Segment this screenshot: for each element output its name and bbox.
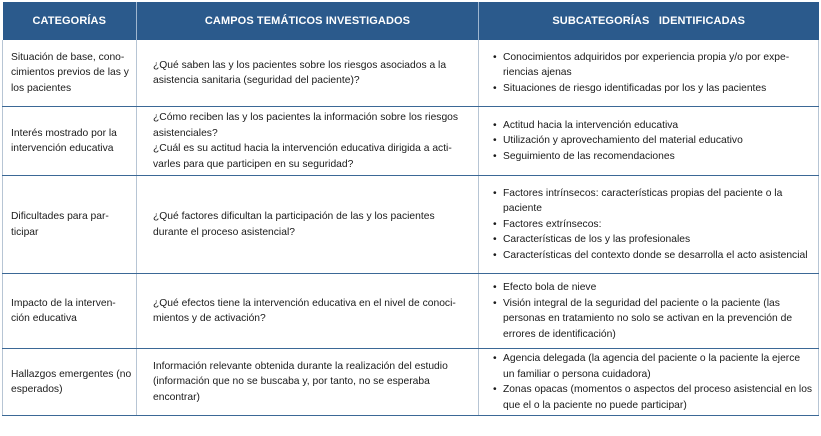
campo-text: ¿Cuál es su actitud hacia la intervención educativa dirigida a acti-varles para que participen en su seguridad? xyxy=(153,143,452,170)
categories-table xyxy=(2,2,819,416)
subcategorias-cell xyxy=(479,176,819,274)
header-campos: CAMPOS TEMÁTICOS INVESTIGADOS xyxy=(137,2,479,40)
campos-cell xyxy=(137,274,479,349)
campos-cell xyxy=(137,40,479,107)
subcategorias-cell xyxy=(479,40,819,107)
subcategorias-cell xyxy=(479,107,819,176)
table-row xyxy=(3,349,819,416)
categoria-cell: Situación de base, cono-cimientos previos de las y los pacientes xyxy=(3,40,137,107)
list-item: • Características del contexto donde se desarrolla el acto asistencial xyxy=(493,248,814,264)
list-item: • Factores intrínsecos: características propias del paciente o la paciente xyxy=(493,186,814,217)
campos-cell xyxy=(137,176,479,274)
subcategorias-cell xyxy=(479,274,819,349)
campo-text: ¿Qué efectos tiene la intervención educativa en el nivel de conoci-mientos y de activación? xyxy=(153,297,456,324)
list-item: • Zonas opacas (momentos o aspectos del proceso asistencial en los que el o la paciente no puede participar) xyxy=(493,382,814,413)
table-wrapper xyxy=(2,2,818,416)
campos-cell xyxy=(137,107,479,176)
campos-cell xyxy=(137,349,479,416)
list-item: • Agencia delegada (la agencia del paciente o la paciente la ejerce un familiar o persona cuidadora) xyxy=(493,351,814,382)
campo-text: ¿Qué factores dificultan la participación de las y los pacientes durante el proceso asistencial? xyxy=(153,211,435,238)
subcategorias-cell xyxy=(479,349,819,416)
list-item: • Características de los y las profesionales xyxy=(493,232,814,248)
categoria-cell: Dificultades para par-ticipar xyxy=(3,176,137,274)
header-row xyxy=(3,2,819,40)
list-item: • Situaciones de riesgo identificadas por los y las pacientes xyxy=(493,81,814,97)
list-item: • Conocimientos adquiridos por experiencia propia y/o por expe-riencias ajenas xyxy=(493,50,814,81)
header-subcategorias: SUBCATEGORÍAS IDENTIFICADAS xyxy=(479,2,819,40)
table-row xyxy=(3,176,819,274)
table-row xyxy=(3,107,819,176)
table-row xyxy=(3,40,819,107)
table-row xyxy=(3,274,819,349)
categoria-cell: Interés mostrado por la intervención educativa xyxy=(3,107,137,176)
list-item: • Efecto bola de nieve xyxy=(493,280,814,296)
campo-text: Información relevante obtenida durante la realización del estudio (información que no se buscaba y, por tanto, no se esperaba encontrar) xyxy=(153,360,448,403)
list-item: • Seguimiento de las recomendaciones xyxy=(493,149,814,165)
list-item: • Factores extrínsecos: xyxy=(493,217,814,233)
list-item: • Utilización y aprovechamiento del material educativo xyxy=(493,133,814,149)
list-item: • Actitud hacia la intervención educativa xyxy=(493,118,814,134)
list-item: • Visión integral de la seguridad del paciente o la paciente (las personas en tratamiento no solo se activan en la prevención de errores de identificación) xyxy=(493,296,814,343)
campo-text: ¿Cómo reciben las y los pacientes la información sobre los riesgos asistenciales? xyxy=(153,112,459,139)
campo-text: ¿Qué saben las y los pacientes sobre los riesgos asociados a la asistencia sanitaria (seguridad del paciente)? xyxy=(153,59,447,86)
header-categorias: CATEGORÍAS xyxy=(3,2,137,40)
categoria-cell: Impacto de la interven-ción educativa xyxy=(3,274,137,349)
categoria-cell: Hallazgos emergentes (no esperados) xyxy=(3,349,137,416)
